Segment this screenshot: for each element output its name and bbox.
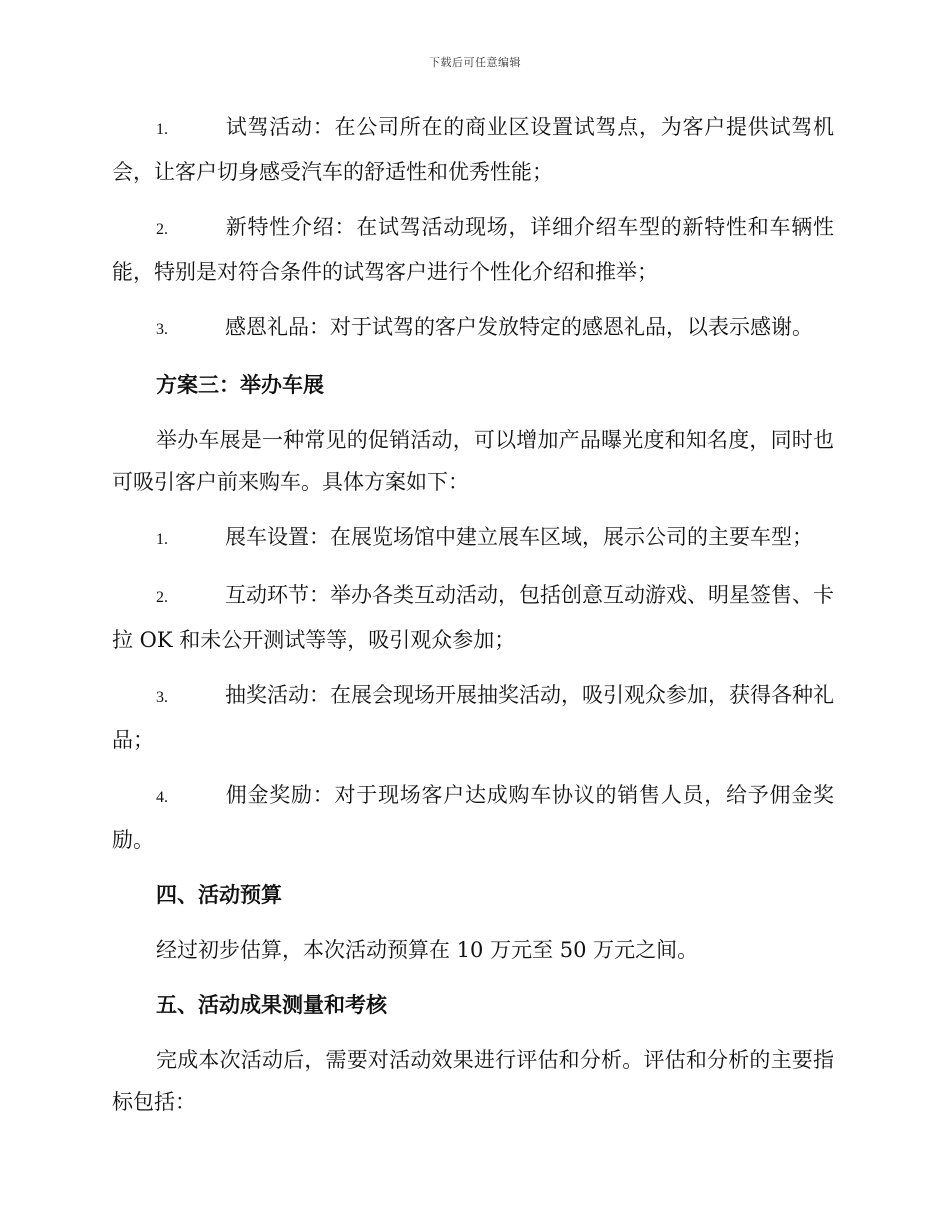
list-text: 佣金奖励：对于现场客户达成购车协议的销售人员，给予佣金奖励。 [112, 783, 834, 852]
list-number: 2. [156, 221, 168, 238]
paragraph-evaluation: 完成本次活动后，需要对活动效果进行评估和分析。评估和分析的主要指标包括： [112, 1048, 834, 1114]
paragraph-plan3-intro: 举办车展是一种常见的促销活动，可以增加产品曝光度和知名度，同时也可吸引客户前来购车。具体方案如下： [112, 428, 834, 494]
list-number: 2. [156, 589, 168, 606]
section-heading-budget: 四、活动预算 [156, 882, 282, 907]
list-item [112, 106, 834, 193]
list-text: 互动环节：举办各类互动活动，包括创意互动游戏、明星签售、卡拉 OK 和未公开测试等等，吸引观众参加； [112, 583, 834, 652]
list-text: 新特性介绍：在试驾活动现场，详细介绍车型的新特性和车辆性能，特别是对符合条件的试驾客户进行个性化介绍和推举； [112, 215, 834, 284]
list-item [112, 574, 834, 661]
list-item [112, 774, 834, 861]
list-item [112, 516, 834, 561]
list-text: 抽奖活动：在展会现场开展抽奖活动，吸引观众参加，获得各种礼品； [112, 683, 834, 752]
list-number: 4. [156, 789, 168, 806]
paragraph-budget: 经过初步估算，本次活动预算在 10 万元至 50 万元之间。 [156, 938, 699, 962]
list-item [112, 674, 834, 761]
list-number: 3. [156, 689, 168, 706]
section-heading-plan3: 方案三：举办车展 [156, 372, 324, 397]
list-text: 感恩礼品：对于试驾的客户发放特定的感恩礼品，以表示感谢。 [225, 315, 813, 339]
section-heading-evaluation: 五、活动成果测量和考核 [156, 992, 387, 1017]
list-item [112, 206, 834, 293]
list-number: 1. [156, 121, 168, 138]
list-number: 3. [156, 321, 168, 338]
page-header: 下载后可任意编辑 [429, 56, 521, 69]
list-number: 1. [156, 531, 168, 548]
list-text: 试驾活动：在公司所在的商业区设置试驾点，为客户提供试驾机会，让客户切身感受汽车的舒适性和优秀性能； [112, 115, 834, 184]
list-text: 展车设置：在展览场馆中建立展车区域，展示公司的主要车型； [225, 525, 813, 549]
list-item [112, 306, 834, 351]
document-body [112, 106, 834, 1136]
